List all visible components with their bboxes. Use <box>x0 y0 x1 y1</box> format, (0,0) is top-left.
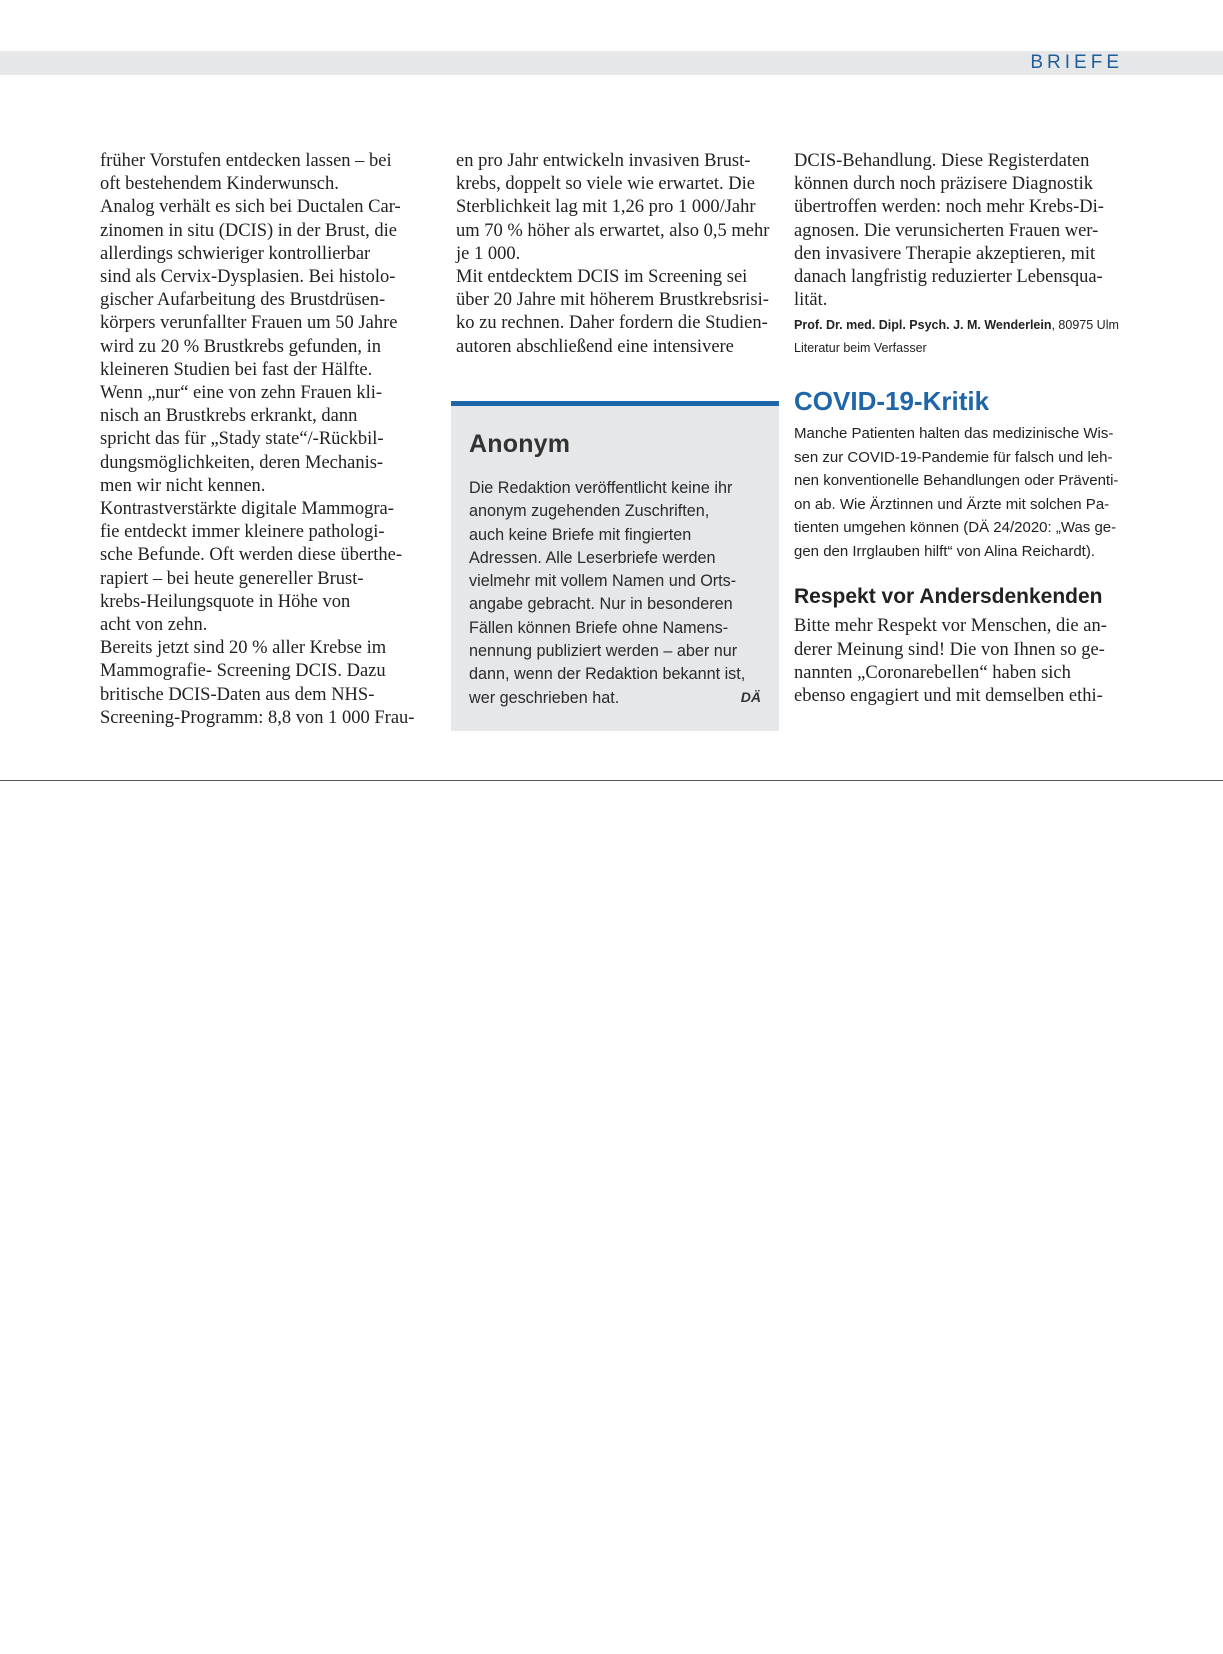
text-line: Bereits jetzt sind 20 % aller Krebse im <box>100 638 387 659</box>
text-line: acht von zehn. <box>100 615 208 636</box>
column-2-text <box>456 150 786 359</box>
text-line: anonym zugehenden Zuschriften, <box>469 502 710 521</box>
text-line: Bitte mehr Respekt vor Menschen, die an- <box>794 616 1107 637</box>
column-1-text <box>100 150 430 730</box>
column-3-text <box>794 150 1124 312</box>
text-line: nisch an Brustkrebs erkrankt, dann <box>100 406 358 427</box>
text-line: vielmehr mit vollem Namen und Orts- <box>469 572 737 591</box>
text-line: ebenso engagiert und mit demselben ethi- <box>794 686 1103 707</box>
text-line: wer geschrieben hat. <box>469 688 620 707</box>
text-line: agnosen. Die verunsicherten Frauen wer- <box>794 220 1099 241</box>
covid-heading: COVID-19-Kritik <box>794 386 990 417</box>
column-3 <box>794 150 1124 708</box>
text-line: Mit entdecktem DCIS im Screening sei <box>456 267 748 288</box>
text-line: Die Redaktion veröffentlicht keine ihr <box>469 479 733 497</box>
text-line: gen den Irrglauben hilft“ von Alina Reichardt). <box>794 542 1096 560</box>
text-line: DCIS-Behandlung. Diese Registerdaten <box>794 151 1090 171</box>
text-line: Fällen können Briefe ohne Namens- <box>469 618 729 637</box>
text-line: körpers verunfallter Frauen um 50 Jahre <box>100 313 398 334</box>
text-line: nennung publiziert werden – aber nur <box>469 642 738 661</box>
text-line: nannten „Coronarebellen“ haben sich <box>794 662 1071 683</box>
text-line: je 1 000. <box>456 243 521 264</box>
text-line: angabe gebracht. Nur in besonderen <box>469 595 733 614</box>
anonym-info-box <box>451 401 779 731</box>
text-line: gischer Aufarbeitung des Brustdrüsen- <box>100 290 386 311</box>
text-line: Analog verhält es sich bei Ductalen Car- <box>100 197 401 218</box>
text-line: Sterblichkeit lag mit 1,26 pro 1 000/Jahr <box>456 197 756 218</box>
literature-note: Literatur beim Verfasser <box>794 341 927 356</box>
text-line: sche Befunde. Oft werden diese überthe- <box>100 545 403 566</box>
text-line: autoren abschließend eine intensivere <box>456 336 734 357</box>
text-line: britische DCIS-Daten aus dem NHS- <box>100 684 375 705</box>
covid-intro-text <box>794 422 1124 563</box>
text-line: spricht das für „Stady state“/-Rückbil- <box>100 429 384 450</box>
text-line: on ab. Wie Ärztinnen und Ärzte mit solchen Pa- <box>794 495 1110 513</box>
text-line: fie entdeckt immer kleinere pathologi- <box>100 522 385 543</box>
text-line: nen konventionelle Behandlungen oder Präventi- <box>794 472 1119 490</box>
text-line: wird zu 20 % Brustkrebs gefunden, in <box>100 336 382 357</box>
page-divider <box>0 780 1223 781</box>
author-byline <box>794 314 1124 337</box>
text-line: Mammografie- Screening DCIS. Dazu <box>100 661 386 682</box>
text-line: kleineren Studien bei fast der Hälfte. <box>100 359 373 380</box>
text-line: Wenn „nur“ eine von zehn Frauen kli- <box>100 383 383 404</box>
respekt-heading: Respekt vor Andersdenkenden <box>794 585 1103 609</box>
text-line: tienten umgehen können (DÄ 24/2020: „Was ge- <box>794 519 1117 537</box>
anonym-box-signature: DÄ <box>740 689 761 705</box>
text-line: lität. <box>794 290 828 311</box>
text-line: rapiert – bei heute genereller Brust- <box>100 568 364 589</box>
text-line: Manche Patienten halten das medizinische Wis- <box>794 425 1114 443</box>
text-line: dann, wenn der Redaktion bekannt ist, <box>469 665 746 684</box>
author-name: Prof. Dr. med. Dipl. Psych. J. M. Wenderlein <box>794 318 1052 333</box>
text-line: Kontrastverstärkte digitale Mammogra- <box>100 499 394 520</box>
column-2 <box>456 150 786 359</box>
text-line: sen zur COVID-19-Pandemie für falsch und leh- <box>794 448 1113 466</box>
text-line: können durch noch präzisere Diagnostik <box>794 174 1093 195</box>
text-line: krebs, doppelt so viele wie erwartet. Die <box>456 174 755 195</box>
section-label: BRIEFE <box>1030 52 1123 73</box>
text-line: über 20 Jahre mit höherem Brustkrebsrisi- <box>456 290 769 311</box>
text-line: danach langfristig reduzierter Lebensqua- <box>794 267 1103 288</box>
text-line: derer Meinung sind! Die von Ihnen so ge- <box>794 639 1105 660</box>
text-line: auch keine Briefe mit fingierten <box>469 525 692 544</box>
text-line: Adressen. Alle Leserbriefe werden <box>469 548 716 567</box>
text-line: um 70 % höher als erwartet, also 0,5 mehr <box>456 220 770 241</box>
text-line: allerdings schwieriger kontrollierbar <box>100 243 371 264</box>
text-line: den invasivere Therapie akzeptieren, mit <box>794 243 1096 264</box>
text-line: zinomen in situ (DCIS) in der Brust, die <box>100 220 397 241</box>
text-line: übertroffen werden: noch mehr Krebs-Di- <box>794 197 1104 218</box>
text-line: früher Vorstufen entdecken lassen – bei <box>100 151 392 171</box>
text-line: men wir nicht kennen. <box>100 475 266 496</box>
text-line: Screening-Programm: 8,8 von 1 000 Frau- <box>100 707 415 728</box>
text-line: oft bestehendem Kinderwunsch. <box>100 174 339 195</box>
text-line: krebs-Heilungsquote in Höhe von <box>100 591 351 612</box>
text-line: dungsmöglichkeiten, deren Mechanis- <box>100 452 384 473</box>
text-line: en pro Jahr entwickeln invasiven Brust- <box>456 151 751 171</box>
text-line: sind als Cervix-Dysplasien. Bei histolo- <box>100 267 396 288</box>
text-line: ko zu rechnen. Daher fordern die Studien- <box>456 313 768 334</box>
column-1 <box>100 150 430 730</box>
respekt-text <box>794 615 1124 708</box>
anonym-box-title: Anonym <box>469 430 571 458</box>
author-place: , 80975 Ulm <box>1051 318 1119 333</box>
anonym-box-text <box>469 477 761 710</box>
